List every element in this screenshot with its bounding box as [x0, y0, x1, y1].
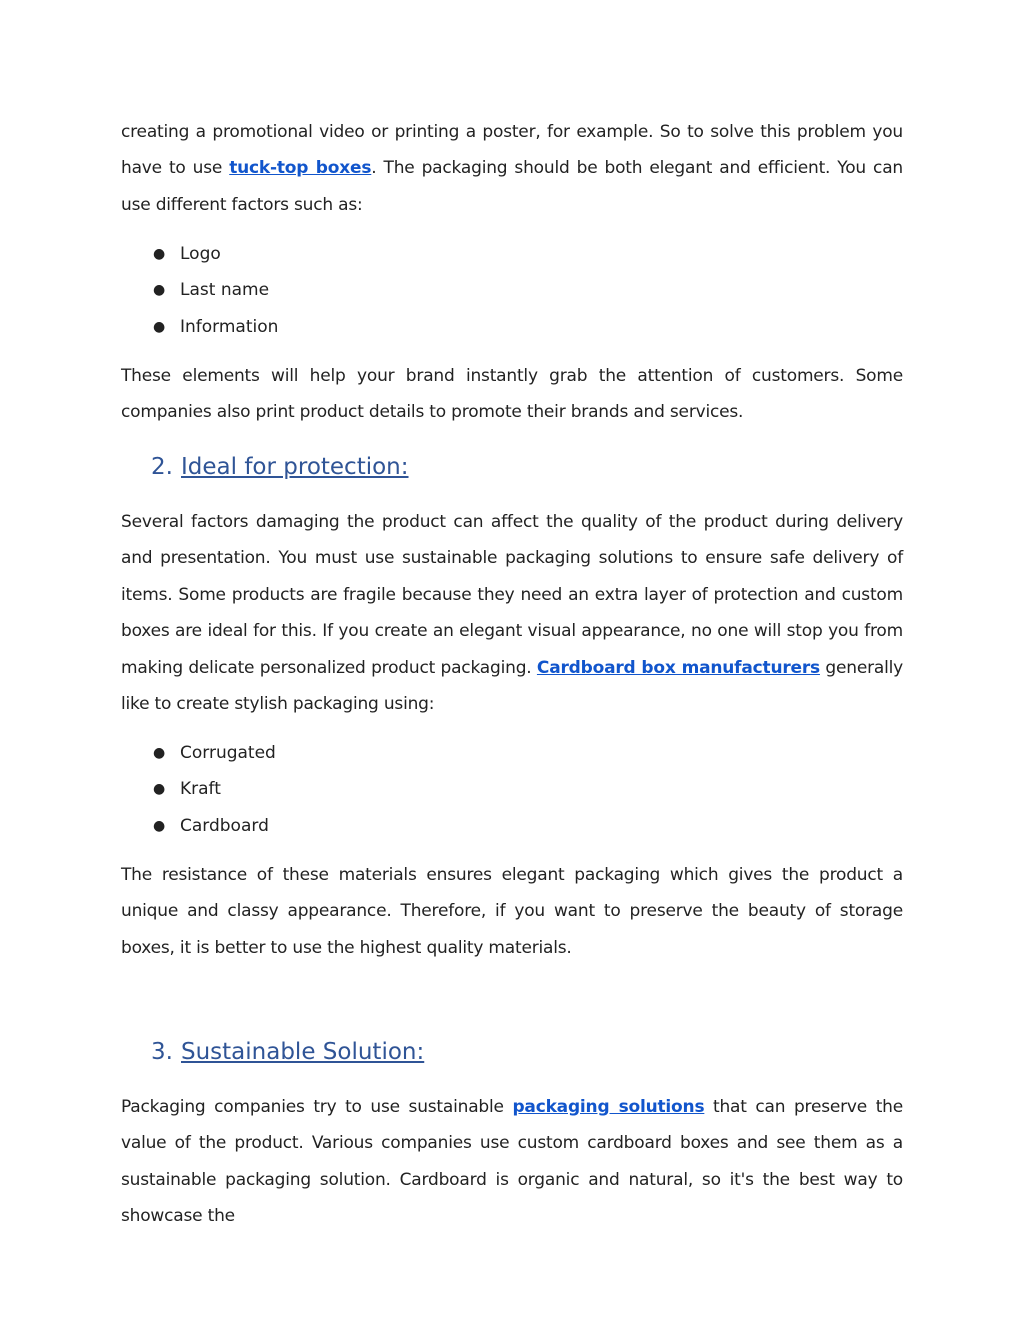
list-item-label: Cardboard	[180, 815, 269, 836]
factors-list	[121, 236, 903, 345]
protection-text-end: generally like to create stylish packaging using:	[121, 657, 903, 715]
intro-paragraph	[121, 114, 903, 223]
list-item	[121, 236, 903, 272]
list-item	[121, 771, 903, 807]
sustainable-text-start: Packaging companies try to use sustainable	[121, 1097, 513, 1117]
protection-text-start: Several factors damaging the product can affect the quality of the product during delivery and presentation. You must use sustainable packaging solutions to ensure safe delivery of items. Some products are fragile because they need an extra layer of protection and custom boxes are ideal for this. If you create an elegant visual appearance, no one will stop you from making delicate personalized product packaging.	[121, 512, 903, 678]
sustainable-text-end: that can preserve the value of the product. Various companies use custom cardboard boxes and see them as a sustainable packaging solution. Cardboard is organic and natural, so it's the best way to showcase the	[121, 1097, 903, 1227]
list-item-label: Kraft	[180, 779, 221, 800]
section-heading-sustainable	[151, 1037, 424, 1067]
brand-elements-paragraph: These elements will help your brand instantly grab the attention of customers. Some companies also print product details to promote their brands and services.	[121, 366, 903, 423]
list-item-label: Logo	[180, 244, 221, 264]
bullet-icon: ●	[153, 246, 166, 262]
bullet-icon: ●	[153, 817, 166, 834]
list-item-label: Corrugated	[180, 743, 276, 763]
bullet-icon: ●	[153, 318, 166, 335]
list-item	[121, 735, 903, 771]
protection-paragraph	[121, 504, 903, 722]
section-title: Ideal for protection:	[181, 454, 409, 480]
materials-paragraph: The resistance of these materials ensures elegant packaging which gives the product a unique and classy appearance. Therefore, if you want to preserve the beauty of storage boxes, it is better to use the highest quality materials.	[121, 865, 903, 958]
packaging-solutions-link[interactable]: packaging solutions	[512, 1097, 705, 1117]
materials-list	[121, 735, 903, 844]
list-item	[121, 272, 903, 308]
sustainable-paragraph	[121, 1089, 903, 1235]
list-item-label: Information	[180, 316, 279, 337]
section-title: Sustainable Solution:	[181, 1039, 425, 1065]
list-item-label: Last name	[180, 280, 270, 301]
bullet-icon: ●	[153, 282, 166, 299]
bullet-icon: ●	[153, 745, 166, 761]
bullet-icon: ●	[153, 781, 166, 798]
list-item	[121, 808, 903, 844]
list-item	[121, 309, 903, 345]
cardboard-box-manufacturers-link[interactable]: Cardboard box manufacturers	[536, 657, 820, 678]
section-number: 3.	[151, 1039, 173, 1065]
intro-text-end: . The packaging should be both elegant and efficient. You can use different factors such as:	[121, 158, 903, 215]
tuck-top-boxes-link[interactable]: tuck-top boxes	[229, 158, 372, 179]
intro-text-start: creating a promotional video or printing a poster, for example. So to solve this problem you have to use	[121, 122, 903, 179]
section-number: 2.	[151, 454, 173, 480]
section-heading-protection	[151, 452, 409, 482]
